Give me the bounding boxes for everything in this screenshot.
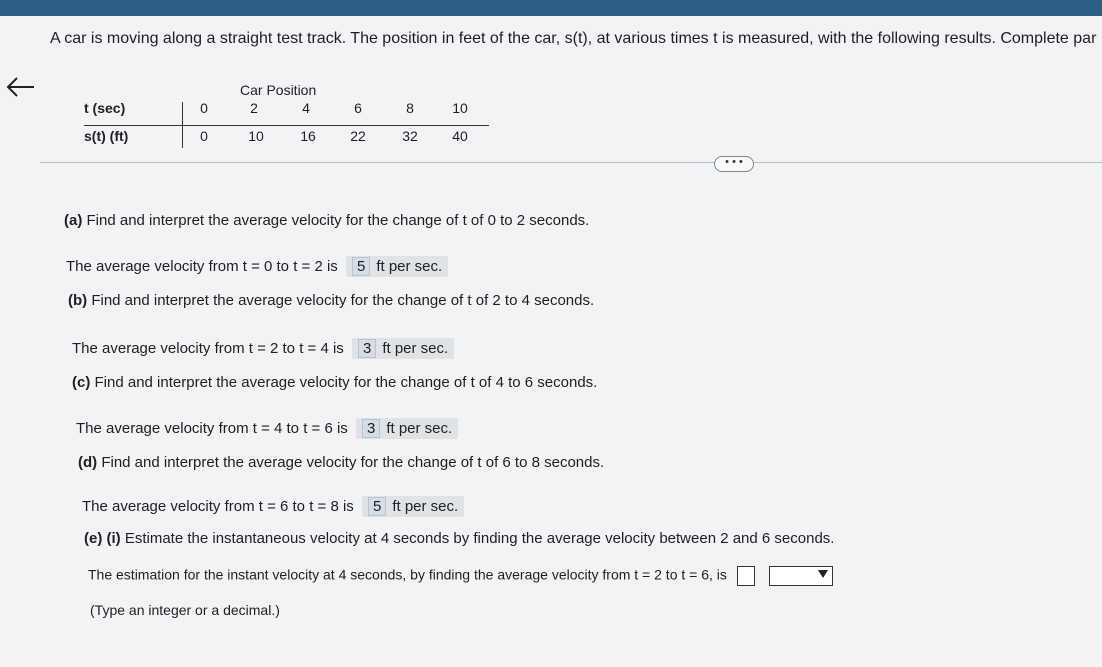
part-c-answer-unit: ft per sec. (386, 420, 453, 437)
part-c-label: (c) (72, 374, 91, 391)
s-cell: 40 (452, 128, 468, 144)
table-horizontal-divider (84, 125, 489, 126)
part-c-answer-box[interactable] (356, 418, 458, 439)
part-a-answer-value[interactable]: 5 (352, 257, 370, 276)
s-cell: 10 (248, 128, 264, 144)
part-c-question-text: Find and interpret the average velocity for the change of t of 4 to 6 seconds. (94, 374, 598, 391)
part-b-answer-box[interactable] (352, 338, 454, 359)
part-d-answer-prefix: The average velocity from t = 6 to t = 8 is (82, 498, 354, 515)
part-a-question-text: Find and interpret the average velocity for the change of t of 0 to 2 seconds. (86, 212, 590, 229)
part-b-answer-value[interactable]: 3 (358, 339, 376, 358)
part-c-answer (76, 418, 458, 439)
part-d-label: (d) (78, 454, 98, 471)
row-label-t: t (sec) (84, 100, 126, 116)
section-divider (40, 162, 1102, 163)
part-d-answer (82, 496, 464, 517)
part-a-answer-unit: ft per sec. (376, 258, 443, 275)
back-arrow-icon[interactable] (6, 72, 36, 102)
part-c-answer-prefix: The average velocity from t = 4 to t = 6 is (76, 420, 348, 437)
part-a-answer (66, 256, 448, 277)
part-b-answer-unit: ft per sec. (382, 340, 449, 357)
part-a-answer-box[interactable] (346, 256, 448, 277)
part-b-answer-prefix: The average velocity from t = 2 to t = 4 is (72, 340, 344, 357)
table-row-t (84, 100, 494, 122)
t-cell: 10 (452, 100, 468, 116)
part-b-answer (72, 338, 454, 359)
part-b-question-text: Find and interpret the average velocity for the change of t of 2 to 4 seconds. (91, 292, 595, 309)
s-cell: 16 (300, 128, 316, 144)
question-text: A car is moving along a straight test track. The position in feet of the car, s(t), at various times t is measured, with the following results. Complete par (50, 30, 1097, 47)
part-e-question (84, 530, 834, 547)
part-a-answer-prefix: The average velocity from t = 0 to t = 2 is (66, 258, 338, 275)
part-b-question (68, 292, 594, 309)
part-d-answer-value[interactable]: 5 (368, 497, 386, 516)
more-button[interactable]: • • • (714, 156, 754, 172)
part-d-answer-box[interactable] (362, 496, 464, 517)
part-e-unit-select[interactable] (769, 566, 833, 586)
table-title: Car Position (240, 82, 317, 98)
t-cell: 8 (406, 100, 414, 116)
part-e-hint: (Type an integer or a decimal.) (90, 602, 280, 618)
t-cell: 0 (200, 100, 208, 116)
chevron-down-icon (818, 570, 828, 578)
s-cell: 32 (402, 128, 418, 144)
t-cell: 6 (354, 100, 362, 116)
part-a-question (64, 212, 589, 229)
part-e-label: (e) (i) (84, 530, 121, 547)
s-cell: 0 (200, 128, 208, 144)
part-e-question-text: Estimate the instantaneous velocity at 4 seconds by finding the average velocity between 2 and 6 seconds. (124, 530, 835, 547)
part-c-question (72, 374, 597, 391)
part-b-label: (b) (68, 292, 88, 309)
t-cell: 4 (302, 100, 310, 116)
part-d-question (78, 454, 604, 471)
part-a-label: (a) (64, 212, 83, 229)
part-c-answer-value[interactable]: 3 (362, 419, 380, 438)
question-panel (0, 16, 1102, 667)
part-d-question-text: Find and interpret the average velocity for the change of t of 6 to 8 seconds. (101, 454, 605, 471)
row-label-s: s(t) (ft) (84, 128, 129, 144)
part-e-answer-input[interactable] (737, 566, 755, 586)
part-e-answer-prefix: The estimation for the instant velocity at 4 seconds, by finding the average velocity from t = 2 to t = 6, is (88, 566, 727, 583)
table-row-s (84, 128, 494, 150)
s-cell: 22 (350, 128, 366, 144)
part-e-answer (88, 566, 833, 586)
t-cell: 2 (250, 100, 258, 116)
part-d-answer-unit: ft per sec. (392, 498, 459, 515)
